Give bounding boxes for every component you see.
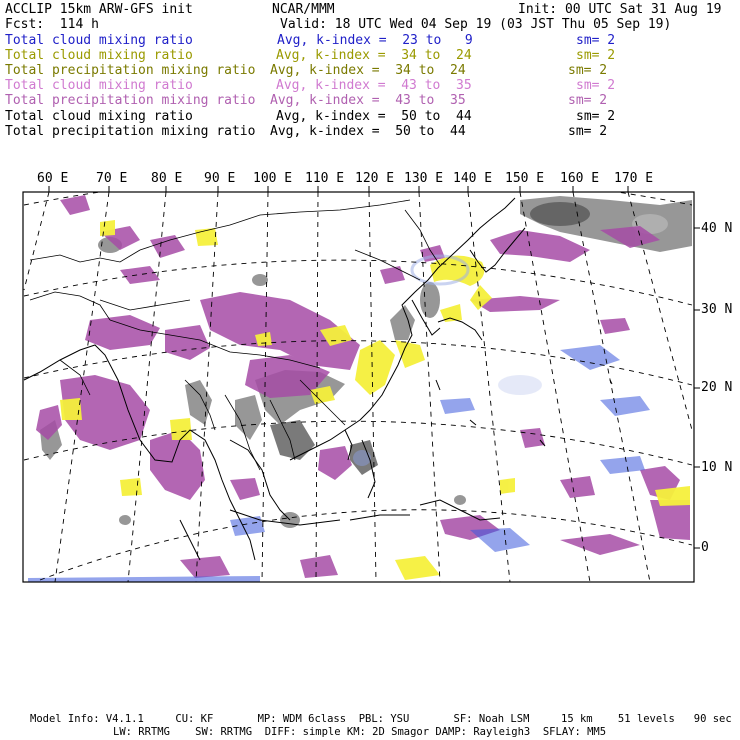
legend-sm-4: sm= 2 [576, 78, 616, 93]
lon-label-160e: 160 E [560, 171, 600, 186]
lat-label-10n: 10 N [701, 460, 733, 475]
legend-avg-6: Avg, k-index = 50 to 44 [276, 109, 472, 124]
legend-sm-2: sm= 2 [576, 48, 616, 63]
legend-avg-2: Avg, k-index = 34 to 24 [276, 48, 472, 63]
legend-avg-4: Avg, k-index = 43 to 35 [276, 78, 472, 93]
lat-label-30n: 30 N [701, 302, 733, 317]
lon-label-130e: 130 E [404, 171, 444, 186]
lon-label-60e: 60 E [37, 171, 69, 186]
legend-label-6: Total cloud mixing ratio [5, 109, 193, 124]
legend-sm-3: sm= 2 [568, 63, 608, 78]
legend-sm-1: sm= 2 [576, 33, 616, 48]
legend-sm-5: sm= 2 [568, 93, 608, 108]
legend-label-5: Total precipitation mixing ratio [5, 93, 256, 108]
legend-avg-1: Avg, k-index = 23 to 9 [277, 33, 473, 48]
legend-sm-7: sm= 2 [568, 124, 608, 139]
legend-label-4: Total cloud mixing ratio [5, 78, 193, 93]
lon-label-140e: 140 E [453, 171, 493, 186]
lat-label-eq: 0 [701, 540, 709, 555]
legend-label-2: Total cloud mixing ratio [5, 48, 193, 63]
title-left: ACCLIP 15km ARW-GFS init [5, 2, 193, 17]
valid-time: Valid: 18 UTC Wed 04 Sep 19 (03 JST Thu 05 Sep 19) [280, 17, 672, 32]
legend-label-7: Total precipitation mixing ratio [5, 124, 256, 139]
lon-label-170e: 170 E [614, 171, 654, 186]
legend-label-3: Total precipitation mixing ratio [5, 63, 256, 78]
lat-label-20n: 20 N [701, 380, 733, 395]
legend-avg-3: Avg, k-index = 34 to 24 [270, 63, 466, 78]
legend-avg-7: Avg, k-index = 50 to 44 [270, 124, 466, 139]
lon-label-90e: 90 E [204, 171, 236, 186]
model-info-line2: LW: RRTMG SW: RRTMG DIFF: simple KM: 2D Smagor DAMP: Rayleigh3 SFLAY: MM5 [113, 726, 607, 738]
model-info-line1: Model Info: V4.1.1 CU: KF MP: WDM 6class PBL: YSU SF: Noah LSM 15 km 51 levels 90 sec [30, 713, 732, 725]
lat-label-40n: 40 N [701, 221, 733, 236]
legend-sm-6: sm= 2 [576, 109, 616, 124]
lon-label-70e: 70 E [96, 171, 128, 186]
lon-label-80e: 80 E [151, 171, 183, 186]
forecast-hour: Fcst: 114 h [5, 17, 99, 32]
lon-label-100e: 100 E [253, 171, 293, 186]
lon-label-120e: 120 E [355, 171, 395, 186]
legend-avg-5: Avg, k-index = 43 to 35 [270, 93, 466, 108]
legend-label-1: Total cloud mixing ratio [5, 33, 193, 48]
title-center: NCAR/MMM [272, 2, 335, 17]
lon-label-150e: 150 E [505, 171, 545, 186]
init-time: Init: 00 UTC Sat 31 Aug 19 [518, 2, 722, 17]
lon-label-110e: 110 E [305, 171, 345, 186]
